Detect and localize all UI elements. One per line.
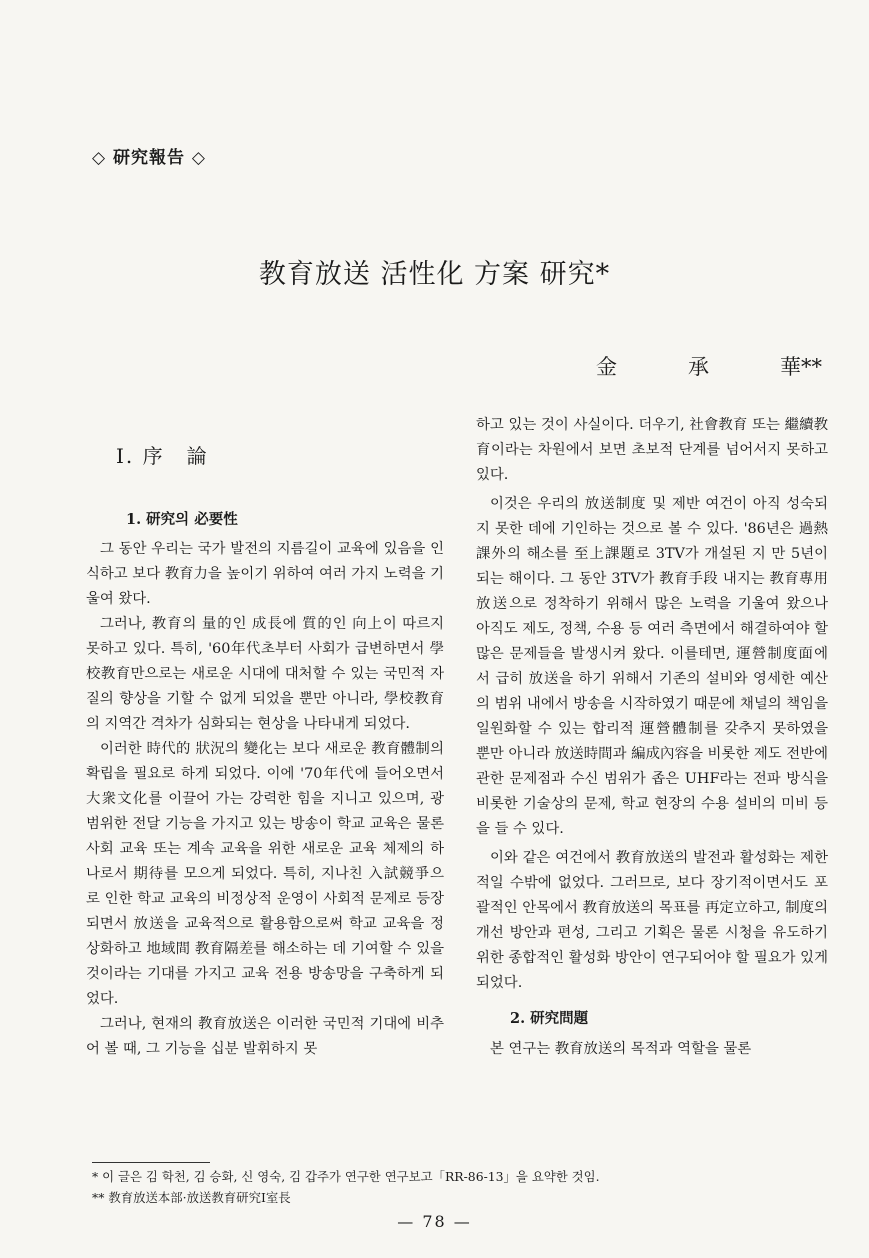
- footnote-2: ** 教育放送本部·放送教育研究Ⅰ室長: [92, 1190, 291, 1205]
- body-paragraph: 이와 같은 여건에서 教育放送의 발전과 활성화는 제한적일 수밖에 없었다. 그러므로, 보다 장기적이면서도 포괄적인 안목에서 教育放送의 목표를 再定立하고, 制度의 개선 방안과 편성, 그리고 기획은 물론 시청을 유도하기 위한 종합적인 활성화 방안이 연구되어야 할 필요가 있게 되었다.: [476, 850, 828, 991]
- body-paragraph: 이것은 우리의 放送制度 및 제반 여건이 아직 성숙되지 못한 데에 기인하는 것으로 볼 수 있다. '86년은 過熱課外의 해소를 至上課題로 3TV가 개설된 지 만 5년이 되는 해이다. 그 동안 3TV가 教育手段 내지는 教育專用放送으로 정착하기 위해서 많은 노력을 기울여 왔으나 아직도 제도, 정책, 수용 등 여러 측면에서 해결하여야 할 많은 문제들을 발생시켜 왔다. 이를테면, 運營制度面에서 급히 放送을 하기 위해서 기존의 설비와 영세한 예산의 범위 내에서 방송을 시작하였기 때문에 채널의 책임을 일원화할 수 있는 합리적 運營體制를 갖추지 못하였을 뿐만 아니라 放送時間과 編成內容을 비롯한 제도 전반에 관한 문제점과 수신 범위가 좁은 UHF라는 전파 방식을 비롯한 기술상의 문제, 학교 현장의 수용 설비의 미비 등을 들 수 있다.: [476, 496, 828, 837]
- footnote-divider: [92, 1162, 210, 1163]
- footnote-1: * 이 글은 김 학천, 김 승화, 신 영숙, 김 갑주가 연구한 연구보고「RR-86-13」을 요약한 것임.: [92, 1169, 600, 1184]
- body-paragraph: 그러나, 현재의 教育放送은 이러한 국민적 기대에 비추어 볼 때, 그 기능을 십분 발휘하지 못: [86, 1016, 444, 1057]
- paper-title: 教育放送 活性化 方案 研究*: [258, 259, 611, 290]
- right-column: [476, 413, 828, 1062]
- report-category-label: ◇ 研究報告 ◇: [92, 148, 206, 168]
- footnotes: [92, 1166, 812, 1208]
- author-name: [596, 351, 822, 381]
- page-number: — 78 —: [397, 1212, 472, 1231]
- body-paragraph: 하고 있는 것이 사실이다. 더우기, 社會教育 또는 繼續教育이라는 차원에서 보면 초보적 단계를 넘어서지 못하고 있다.: [476, 417, 828, 483]
- subsection-heading-research-questions: 2. 研究問題: [510, 1010, 589, 1027]
- left-column: [86, 537, 444, 1062]
- body-paragraph: 이러한 時代的 狀況의 變化는 보다 새로운 教育體制의 확립을 필요로 하게 되었다. 이에 '70年代에 들어오면서 大衆文化를 이끌어 가는 강력한 힘을 지니고 있으며, 광범위한 전달 기능을 가지고 있는 방송이 학교 교육은 물론 사회 교육 또는 계속 교육을 위한 새로운 교육 체제의 하나로서 期待를 모으게 되었다. 특히, 지나친 入試競爭으로 인한 학교 교육의 비정상적 운영이 사회적 문제로 등장되면서 放送을 교육적으로 활용함으로써 학교 교육을 정상화하고 地域間 教育隔差를 해소하는 데 기여할 수 있을 것이라는 기대를 가지고 교육 전용 방송망을 구축하게 되었다.: [86, 741, 444, 1007]
- section-heading-introduction: Ⅰ. 序 論: [116, 444, 209, 468]
- body-paragraph: 그러나, 教育의 量的인 成長에 質的인 向上이 따르지 못하고 있다. 특히, '60年代초부터 사회가 급변하면서 學校教育만으로는 새로운 시대에 대처할 수 있는 국민적 자질의 향상을 기할 수 없게 되었을 뿐만 아니라, 學校教育의 지역간 격차가 심화되는 현상을 나타내게 되었다.: [86, 616, 444, 732]
- author-char-3: 華**: [780, 355, 822, 379]
- author-char-1: 金: [596, 355, 617, 379]
- body-paragraph: 그 동안 우리는 국가 발전의 지름길이 교육에 있음을 인식하고 보다 教育力을 높이기 위하여 여러 가지 노력을 기울여 왔다.: [86, 541, 444, 607]
- subsection-heading-necessity: 1. 研究의 必要性: [126, 511, 238, 528]
- author-char-2: 承: [688, 355, 709, 379]
- body-paragraph: 본 연구는 教育放送의 목적과 역할을 물론: [490, 1041, 752, 1057]
